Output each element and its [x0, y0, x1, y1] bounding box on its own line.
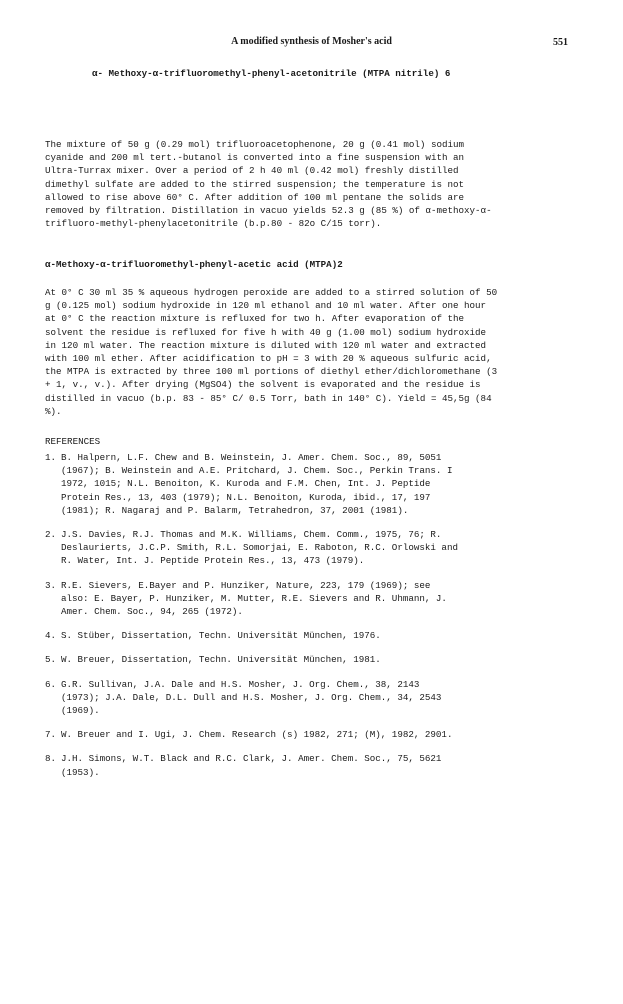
reference-line: W. Breuer, Dissertation, Techn. Universität München, 1981. [61, 654, 381, 666]
text-line: in 120 ml water. The reaction mixture is diluted with 120 ml water and extracted [45, 339, 487, 351]
reference-line: R. Water, Int. J. Peptide Protein Res., 13, 473 (1979). [61, 555, 365, 567]
text-line: distilled in vacuo (b.p. 83 - 85° C/ 0.5 Torr, bath in 140° C). Yield = 45,5g (84 [45, 392, 492, 404]
reference-text [61, 451, 585, 517]
reference-number: 6. [45, 678, 57, 690]
reference-line: R.E. Sievers, E.Bayer and P. Hunziker, Nature, 223, 179 (1969); see [61, 579, 431, 591]
text-line: trifluoro-methyl-phenylacetonitrile (b.p.80 - 82o C/15 torr). [45, 218, 382, 230]
reference-text [61, 678, 585, 718]
references-title: REFERENCES [45, 436, 101, 447]
reference-line: Amer. Chem. Soc., 94, 265 (1972). [61, 606, 243, 618]
reference-line: J.H. Simons, W.T. Black and R.C. Clark, J. Amer. Chem. Soc., 75, 5621 [61, 753, 442, 765]
reference-line: J.S. Davies, R.J. Thomas and M.K. Williams, Chem. Comm., 1975, 76; R. [61, 529, 442, 541]
reference-line: W. Breuer and I. Ugi, J. Chem. Research (s) 1982, 271; (M), 1982, 2901. [61, 729, 453, 741]
reference-number: 1. [45, 452, 57, 463]
reference-line: (1969). [61, 705, 100, 717]
reference-item [45, 728, 585, 741]
reference-text [61, 728, 585, 741]
reference-line: (1953). [61, 766, 100, 778]
reference-text [61, 629, 585, 642]
text-line: cyanide and 200 ml tert.-butanol is converted into a fine suspension with an [45, 152, 465, 164]
reference-item [45, 579, 585, 619]
text-line: removed by filtration. Distillation in vacuo yields 52.3 g (85 %) of α-methoxy-α- [45, 205, 492, 217]
text-line: + 1, v., v.). After drying (MgSO4) the solvent is evaporated and the residue is [45, 379, 481, 391]
text-line: %). [45, 405, 62, 417]
text-line: dimethyl sulfate are added to the stirred suspension; the temperature is not [45, 178, 465, 190]
paragraph-mtpa-nitrile [45, 138, 585, 230]
section-heading-mtpa-acid: α-Methoxy-α-trifluoromethyl-phenyl-acetic acid (MTPA)2 [45, 259, 343, 270]
text-line: the MTPA is extracted by three 100 ml portions of diethyl ether/dichloromethane (3 [45, 366, 498, 378]
reference-item [45, 629, 585, 642]
reference-number: 2. [45, 529, 57, 541]
reference-text [61, 579, 585, 619]
reference-text [61, 752, 585, 778]
reference-text [61, 528, 585, 568]
text-line: with 100 ml ether. After acidification to pH = 3 with 20 % aqueous sulfuric acid, [45, 353, 492, 365]
reference-line: (1981); R. Nagaraj and P. Balarm, Tetrahedron, 37, 2001 (1981). [61, 504, 409, 516]
text-line: The mixture of 50 g (0.29 mol) trifluoroacetophenone, 20 g (0.41 mol) sodium [45, 139, 465, 150]
reference-line: G.R. Sullivan, J.A. Dale and H.S. Mosher, J. Org. Chem., 38, 2143 [61, 678, 420, 690]
paragraph-mtpa-acid [45, 286, 585, 418]
reference-number: 5. [45, 654, 57, 666]
reference-number: 7. [45, 729, 57, 741]
reference-line: S. Stüber, Dissertation, Techn. Universität München, 1976. [61, 630, 381, 642]
reference-line: Protein Res., 13, 403 (1979); N.L. Benoiton, Kuroda, ibid., 17, 197 [61, 491, 431, 503]
reference-number: 4. [45, 630, 57, 642]
reference-item [45, 528, 585, 568]
text-line: Ultra-Turrax mixer. Over a period of 2 h 40 ml (0.42 mol) freshly distilled [45, 165, 459, 177]
reference-number: 8. [45, 753, 57, 765]
reference-line: 1972, 1015; N.L. Benoiton, K. Kuroda and F.M. Chen, Int. J. Peptide [61, 478, 431, 490]
text-line: g (0.125 mol) sodium hydroxide in 120 ml ethanol and 10 ml water. After one hour [45, 300, 487, 312]
reference-item [45, 752, 585, 778]
text-line: solvent the residue is refluxed for five h with 40 g (1.00 mol) sodium hydroxide [45, 326, 487, 338]
section-heading-mtpa-nitrile: α- Methoxy-α-trifluoromethyl-phenyl-acetonitrile (MTPA nitrile) 6 [92, 68, 451, 79]
reference-line: (1967); B. Weinstein and A.E. Pritchard, J. Chem. Soc., Perkin Trans. I [61, 465, 453, 477]
reference-text [61, 653, 585, 666]
text-line: allowed to rise above 60° C. After addition of 100 ml pentane the solids are [45, 191, 465, 203]
reference-line: Deslaurierts, J.C.P. Smith, R.L. Somorjai, E. Raboton, R.C. Orlowski and [61, 542, 458, 554]
reference-item [45, 678, 585, 718]
reference-item [45, 653, 585, 666]
running-header-title: A modified synthesis of Mosher's acid [231, 36, 392, 47]
references-list [45, 451, 585, 790]
reference-line: B. Halpern, L.F. Chew and B. Weinstein, J. Amer. Chem. Soc., 89, 5051 [61, 452, 442, 463]
reference-line: (1973); J.A. Dale, D.L. Dull and H.S. Mosher, J. Org. Chem., 34, 2543 [61, 691, 442, 703]
reference-number: 3. [45, 579, 57, 591]
text-line: at 0° C the reaction mixture is refluxed for two h. After evaporation of the [45, 313, 465, 325]
reference-item [45, 451, 585, 517]
text-line: At 0° C 30 ml 35 % aqueous hydrogen peroxide are added to a stirred solution of 50 [45, 287, 498, 298]
reference-line: also: E. Bayer, P. Hunziker, M. Mutter, R.E. Sievers and R. Uhmann, J. [61, 592, 447, 604]
page-number: 551 [553, 37, 568, 48]
